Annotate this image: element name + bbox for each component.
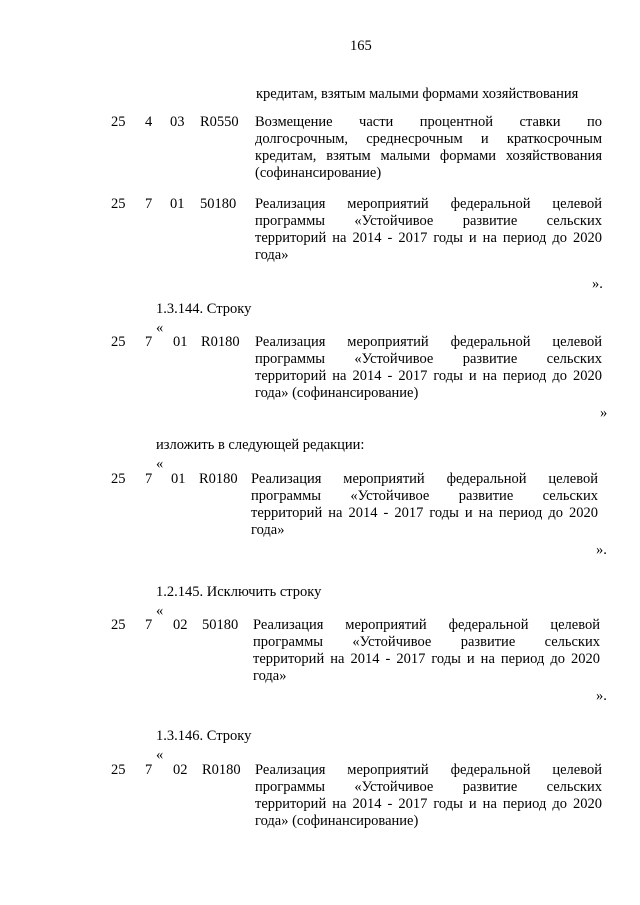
row-description — [255, 114, 602, 182]
code-section: 7 — [145, 196, 153, 212]
opening-quote: « — [156, 747, 164, 763]
desc-line: года» — [253, 668, 287, 684]
edit-instruction: изложить в следующей редакции: — [156, 437, 365, 453]
item-heading: 1.3.146. Строку — [156, 728, 252, 744]
item-heading: 1.3.144. Строку — [156, 301, 252, 317]
code-target: R0180 — [199, 471, 238, 487]
desc-line: территорий на 2014 - 2017 годы и на период до 2020 — [255, 368, 602, 384]
item-heading: 1.2.145. Исключить строку — [156, 584, 322, 600]
code-subsection: 01 — [171, 471, 186, 487]
desc-line: территорий на 2014 - 2017 годы и на период до 2020 — [251, 505, 598, 521]
desc-line: долгосрочным, среднесрочным и краткосрочным — [255, 131, 602, 147]
continued-line: кредитам, взятым малыми формами хозяйствования — [256, 86, 579, 102]
desc-line: года» (софинансирование) — [255, 385, 419, 401]
code-section: 7 — [145, 617, 153, 633]
closing-quote: ». — [596, 688, 607, 704]
code-chapter: 25 — [111, 196, 126, 212]
closing-quote: » — [600, 405, 608, 421]
code-section: 7 — [145, 762, 153, 778]
closing-quote: ». — [596, 542, 607, 558]
desc-line: Возмещение части процентной ставки по — [255, 114, 602, 130]
code-subsection: 03 — [170, 114, 185, 130]
desc-line: года» — [255, 247, 289, 263]
desc-line: программы «Устойчивое развитие сельских — [255, 213, 602, 229]
desc-line: территорий на 2014 - 2017 годы и на период до 2020 — [255, 796, 602, 812]
code-target: 50180 — [202, 617, 239, 633]
desc-line: года» — [251, 522, 285, 538]
code-subsection: 02 — [173, 762, 188, 778]
row-description — [251, 471, 598, 539]
code-chapter: 25 — [111, 762, 126, 778]
code-section: 4 — [145, 114, 153, 130]
code-chapter: 25 — [111, 617, 126, 633]
desc-line: Реализация мероприятий федеральной целевой — [255, 334, 602, 350]
desc-line: (софинансирование) — [255, 165, 382, 181]
desc-line: Реализация мероприятий федеральной целевой — [253, 617, 600, 633]
closing-quote: ». — [592, 276, 603, 292]
opening-quote: « — [156, 603, 164, 619]
code-target: 50180 — [200, 196, 237, 212]
desc-line: Реализация мероприятий федеральной целевой — [255, 762, 602, 778]
desc-line: Реализация мероприятий федеральной целевой — [251, 471, 598, 487]
code-section: 7 — [145, 471, 153, 487]
desc-line: программы «Устойчивое развитие сельских — [251, 488, 598, 504]
code-chapter: 25 — [111, 114, 126, 130]
desc-line: года» (софинансирование) — [255, 813, 419, 829]
desc-line: территорий на 2014 - 2017 годы и на период до 2020 — [255, 230, 602, 246]
page-number: 165 — [350, 38, 372, 54]
row-description — [253, 617, 600, 685]
desc-line: программы «Устойчивое развитие сельских — [253, 634, 600, 650]
code-subsection: 01 — [173, 334, 188, 350]
row-description — [255, 762, 602, 830]
code-subsection: 02 — [173, 617, 188, 633]
code-target: R0550 — [200, 114, 239, 130]
opening-quote: « — [156, 320, 164, 336]
desc-line: программы «Устойчивое развитие сельских — [255, 351, 602, 367]
desc-line: Реализация мероприятий федеральной целевой — [255, 196, 602, 212]
row-description — [255, 196, 602, 264]
code-target: R0180 — [202, 762, 241, 778]
code-subsection: 01 — [170, 196, 185, 212]
desc-line: территорий на 2014 - 2017 годы и на период до 2020 — [253, 651, 600, 667]
code-section: 7 — [145, 334, 153, 350]
row-description — [255, 334, 602, 402]
desc-line: программы «Устойчивое развитие сельских — [255, 779, 602, 795]
opening-quote: « — [156, 456, 164, 472]
desc-line: кредитам, взятым малыми формами хозяйствования — [255, 148, 602, 164]
code-chapter: 25 — [111, 334, 126, 350]
code-chapter: 25 — [111, 471, 126, 487]
code-target: R0180 — [201, 334, 240, 350]
